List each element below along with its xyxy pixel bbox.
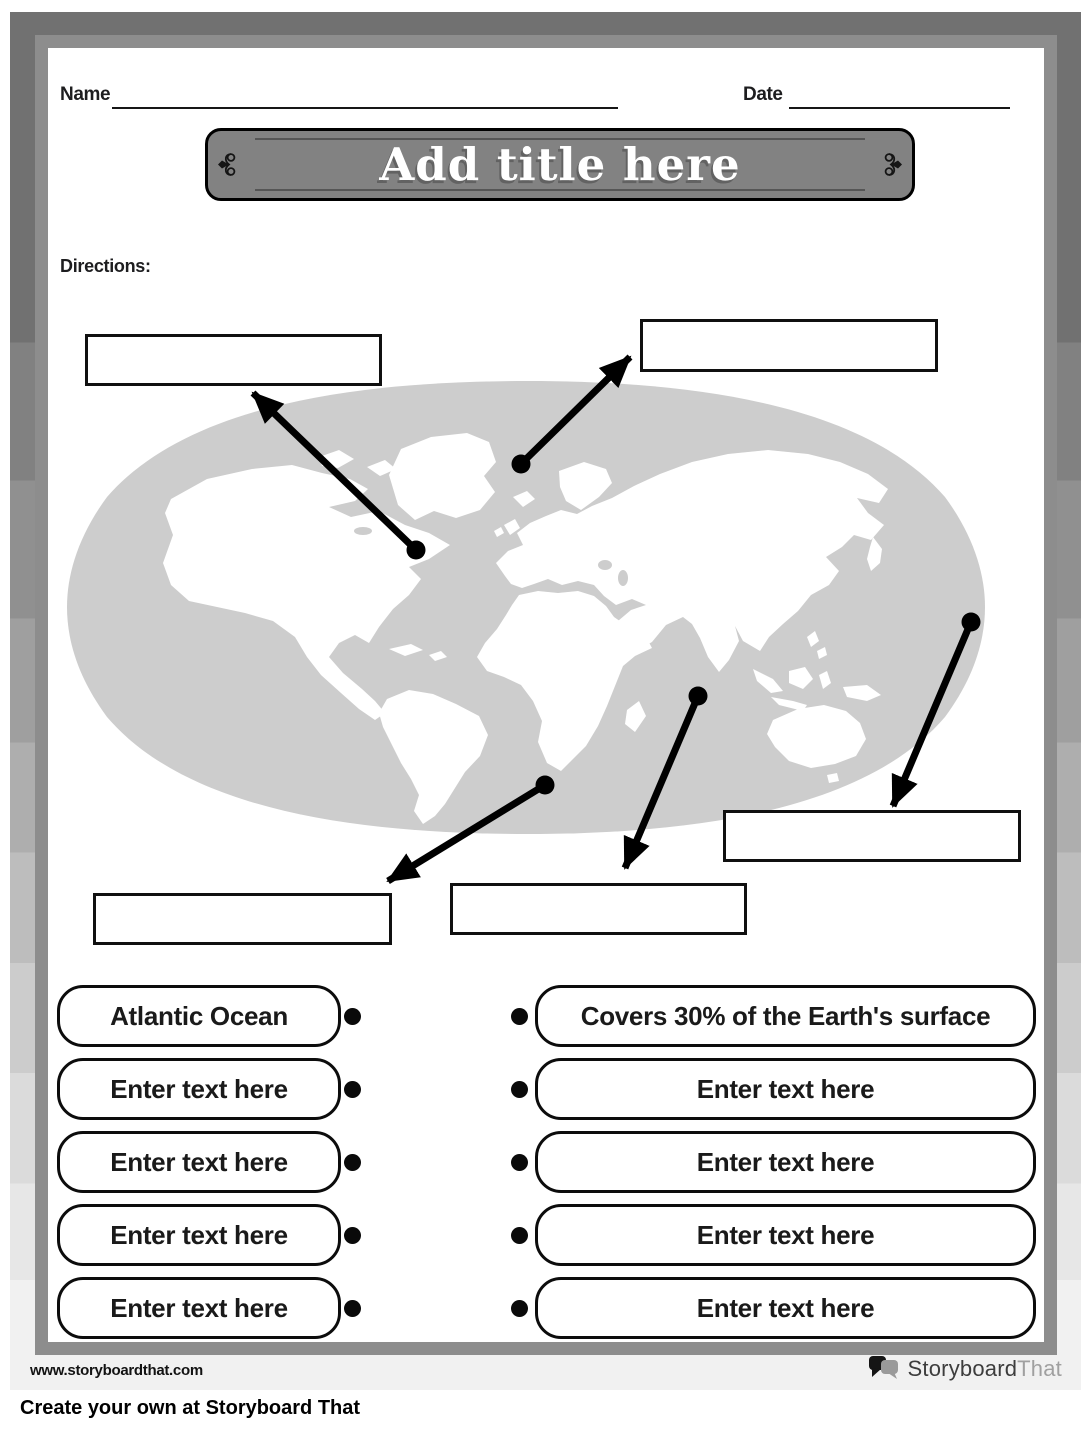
map-label-box-1[interactable] xyxy=(85,334,382,386)
match-dot-right-3[interactable] xyxy=(511,1154,528,1171)
match-dot-left-1[interactable] xyxy=(344,1008,361,1025)
match-dot-left-4[interactable] xyxy=(344,1227,361,1244)
worksheet-title[interactable]: Add title here xyxy=(379,138,741,191)
map-label-box-4[interactable] xyxy=(450,883,747,935)
match-right-box-2[interactable]: Enter text here xyxy=(535,1058,1036,1120)
match-dot-right-1[interactable] xyxy=(511,1008,528,1025)
match-dot-right-4[interactable] xyxy=(511,1227,528,1244)
map-label-box-3[interactable] xyxy=(93,893,392,945)
match-right-box-1[interactable]: Covers 30% of the Earth's surface xyxy=(535,985,1036,1047)
match-left-box-5[interactable]: Enter text here xyxy=(57,1277,341,1339)
match-dot-left-3[interactable] xyxy=(344,1154,361,1171)
match-left-box-2[interactable]: Enter text here xyxy=(57,1058,341,1120)
logo-text-that: That xyxy=(1017,1356,1062,1381)
world-map xyxy=(67,379,986,836)
match-right-box-3[interactable]: Enter text here xyxy=(535,1131,1036,1193)
date-input-line[interactable] xyxy=(789,107,1010,109)
name-input-line[interactable] xyxy=(112,107,618,109)
map-label-box-5[interactable] xyxy=(723,810,1021,862)
storyboardthat-logo xyxy=(868,1353,1062,1385)
footer-website-url: www.storyboardthat.com xyxy=(30,1362,203,1379)
date-label: Date xyxy=(743,84,783,105)
match-dot-right-5[interactable] xyxy=(511,1300,528,1317)
directions-label[interactable]: Directions: xyxy=(60,256,151,276)
match-dot-left-2[interactable] xyxy=(344,1081,361,1098)
match-left-box-1[interactable]: Atlantic Ocean xyxy=(57,985,341,1047)
match-left-box-3[interactable]: Enter text here xyxy=(57,1131,341,1193)
match-right-box-4[interactable]: Enter text here xyxy=(535,1204,1036,1266)
logo-text-storyboard: Storyboard xyxy=(907,1356,1018,1381)
match-dot-right-2[interactable] xyxy=(511,1081,528,1098)
match-left-box-4[interactable]: Enter text here xyxy=(57,1204,341,1266)
create-your-own-tagline: Create your own at Storyboard That xyxy=(20,1397,361,1419)
speech-bubbles-icon xyxy=(868,1355,902,1383)
match-right-box-5[interactable]: Enter text here xyxy=(535,1277,1036,1339)
map-label-box-2[interactable] xyxy=(640,319,938,372)
logo-wordmark xyxy=(908,1356,1062,1382)
match-dot-left-5[interactable] xyxy=(344,1300,361,1317)
name-label: Name xyxy=(60,84,111,105)
